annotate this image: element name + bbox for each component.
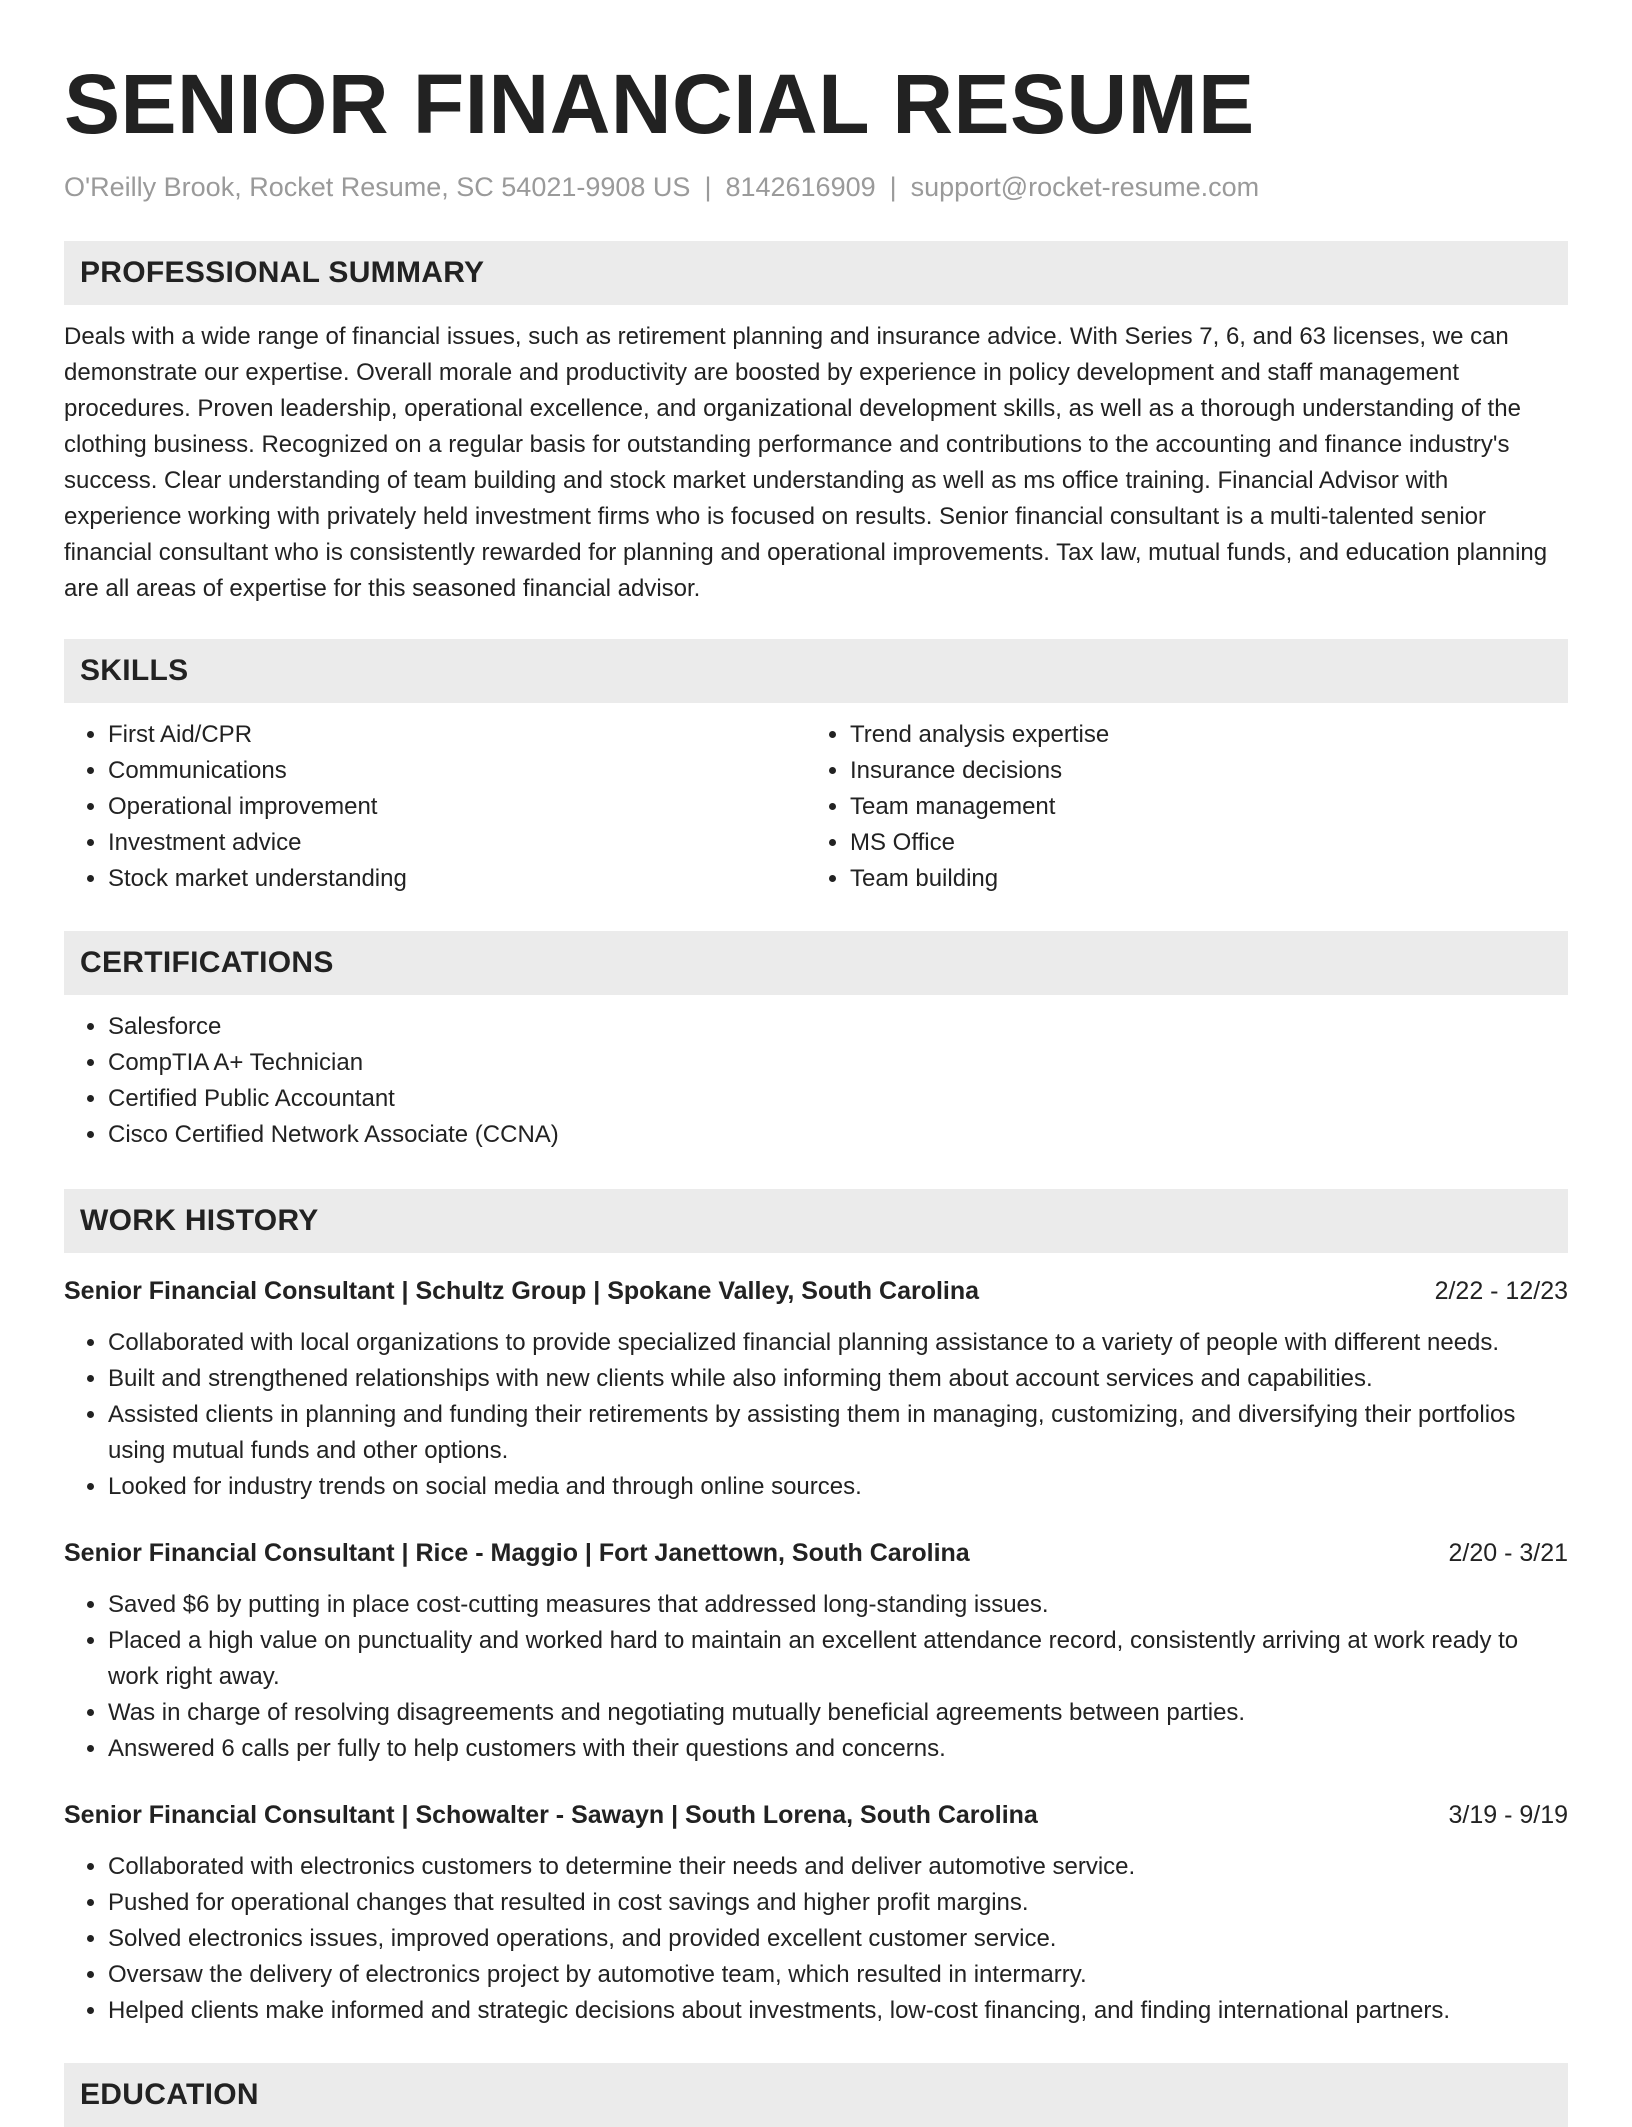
skill-item: • Team building [850, 861, 1548, 897]
skill-item: • Team management [850, 789, 1548, 825]
skill-item: • Trend analysis expertise [850, 717, 1548, 753]
resume-title: SENIOR FINANCIAL RESUME [64, 57, 1255, 151]
job-header [64, 1535, 1568, 1571]
work-history-heading: WORK HISTORY [64, 1189, 1568, 1253]
skill-item: • First Aid/CPR [108, 717, 806, 753]
job-bullet: • Looked for industry trends on social media and through online sources. [108, 1469, 1568, 1505]
job-dates: 2/20 - 3/21 [1448, 1539, 1568, 1567]
skills-column-right [806, 717, 1548, 897]
job-entry [64, 1535, 1568, 1767]
contact-separator: | [704, 172, 712, 202]
education-heading: EDUCATION [64, 2063, 1568, 2127]
job-title: Senior Financial Consultant | Schowalter - Sawayn | South Lorena, South Carolina [64, 1801, 1038, 1829]
certifications-list [64, 1009, 1568, 1153]
job-entry [64, 1273, 1568, 1505]
job-bullets [64, 1325, 1568, 1505]
certification-item: • Certified Public Accountant [108, 1081, 1568, 1117]
job-title: Senior Financial Consultant | Schultz Group | Spokane Valley, South Carolina [64, 1277, 980, 1305]
summary-heading: PROFESSIONAL SUMMARY [64, 241, 1568, 305]
skills-heading: SKILLS [64, 639, 1568, 703]
job-bullet: • Was in charge of resolving disagreements and negotiating mutually beneficial agreements between parties. [108, 1695, 1568, 1731]
skill-item: • Investment advice [108, 825, 806, 861]
contact-address: O'Reilly Brook, Rocket Resume, SC 54021-9908 US [64, 172, 691, 202]
job-header [64, 1273, 1568, 1309]
skill-item: • MS Office [850, 825, 1548, 861]
job-bullet: • Answered 6 calls per fully to help customers with their questions and concerns. [108, 1731, 1568, 1767]
contact-line [64, 170, 1568, 204]
skill-item: • Operational improvement [108, 789, 806, 825]
skill-item: • Communications [108, 753, 806, 789]
skills-column-left [64, 717, 806, 897]
summary-text: Deals with a wide range of financial issues, such as retirement planning and insurance advice. With Series 7, 6, and 63 licenses, we can demonstrate our expertise. Overall morale and productivity are boosted by experience in policy development and staff management procedures. Proven leadership, operational excellence, and organizational development skills, as well as a thorough understanding of the clothing business. Recognized on a regular basis for outstanding performance and contributions to the accounting and finance industry's success. Clear understanding of team building and stock market understanding as well as ms office training. Financial Advisor with experience working with privately held investment firms who is focused on results. Senior financial consultant is a multi-talented senior financial consultant who is consistently rewarded for planning and operational improvements. Tax law, mutual funds, and education planning are all areas of expertise for this seasoned financial advisor. [64, 323, 1548, 602]
job-bullet: • Helped clients make informed and strategic decisions about investments, low-cost financing, and finding international partners. [108, 1993, 1568, 2029]
skills-list-left [64, 717, 806, 897]
skill-item: • Insurance decisions [850, 753, 1548, 789]
skill-item: • Stock market understanding [108, 861, 806, 897]
job-title: Senior Financial Consultant | Rice - Maggio | Fort Janettown, South Carolina [64, 1539, 970, 1567]
job-bullet: • Assisted clients in planning and funding their retirements by assisting them in managing, customizing, and diversifying their portfolios using mutual funds and other options. [108, 1397, 1568, 1469]
job-bullet: • Built and strengthened relationships with new clients while also informing them about account services and capabilities. [108, 1361, 1568, 1397]
contact-phone: 8142616909 [725, 172, 876, 202]
job-bullets [64, 1849, 1568, 2029]
certification-item: • CompTIA A+ Technician [108, 1045, 1568, 1081]
job-bullet: • Oversaw the delivery of electronics project by automotive team, which resulted in intermarry. [108, 1957, 1568, 1993]
job-bullets [64, 1587, 1568, 1767]
contact-separator: | [889, 172, 897, 202]
job-bullet: • Saved $6 by putting in place cost-cutting measures that addressed long-standing issues. [108, 1587, 1568, 1623]
certification-item: • Salesforce [108, 1009, 1568, 1045]
job-bullet: • Placed a high value on punctuality and worked hard to maintain an excellent attendance record, consistently arriving at work ready to work right away. [108, 1623, 1568, 1695]
job-bullet: • Solved electronics issues, improved operations, and provided excellent customer service. [108, 1921, 1568, 1957]
skills-list-right [806, 717, 1548, 897]
job-bullet: • Collaborated with local organizations to provide specialized financial planning assistance to a variety of people with different needs. [108, 1325, 1568, 1361]
job-dates: 3/19 - 9/19 [1448, 1801, 1568, 1829]
certifications-heading: CERTIFICATIONS [64, 931, 1568, 995]
job-header [64, 1797, 1568, 1833]
contact-email: support@rocket-resume.com [910, 172, 1260, 202]
skills-grid [64, 717, 1568, 897]
job-bullet: • Collaborated with electronics customers to determine their needs and deliver automotive service. [108, 1849, 1568, 1885]
job-bullet: • Pushed for operational changes that resulted in cost savings and higher profit margins. [108, 1885, 1568, 1921]
job-dates: 2/22 - 12/23 [1434, 1277, 1568, 1305]
resume-page [64, 0, 1568, 2127]
job-entry [64, 1797, 1568, 2029]
certification-item: • Cisco Certified Network Associate (CCNA) [108, 1117, 1568, 1153]
